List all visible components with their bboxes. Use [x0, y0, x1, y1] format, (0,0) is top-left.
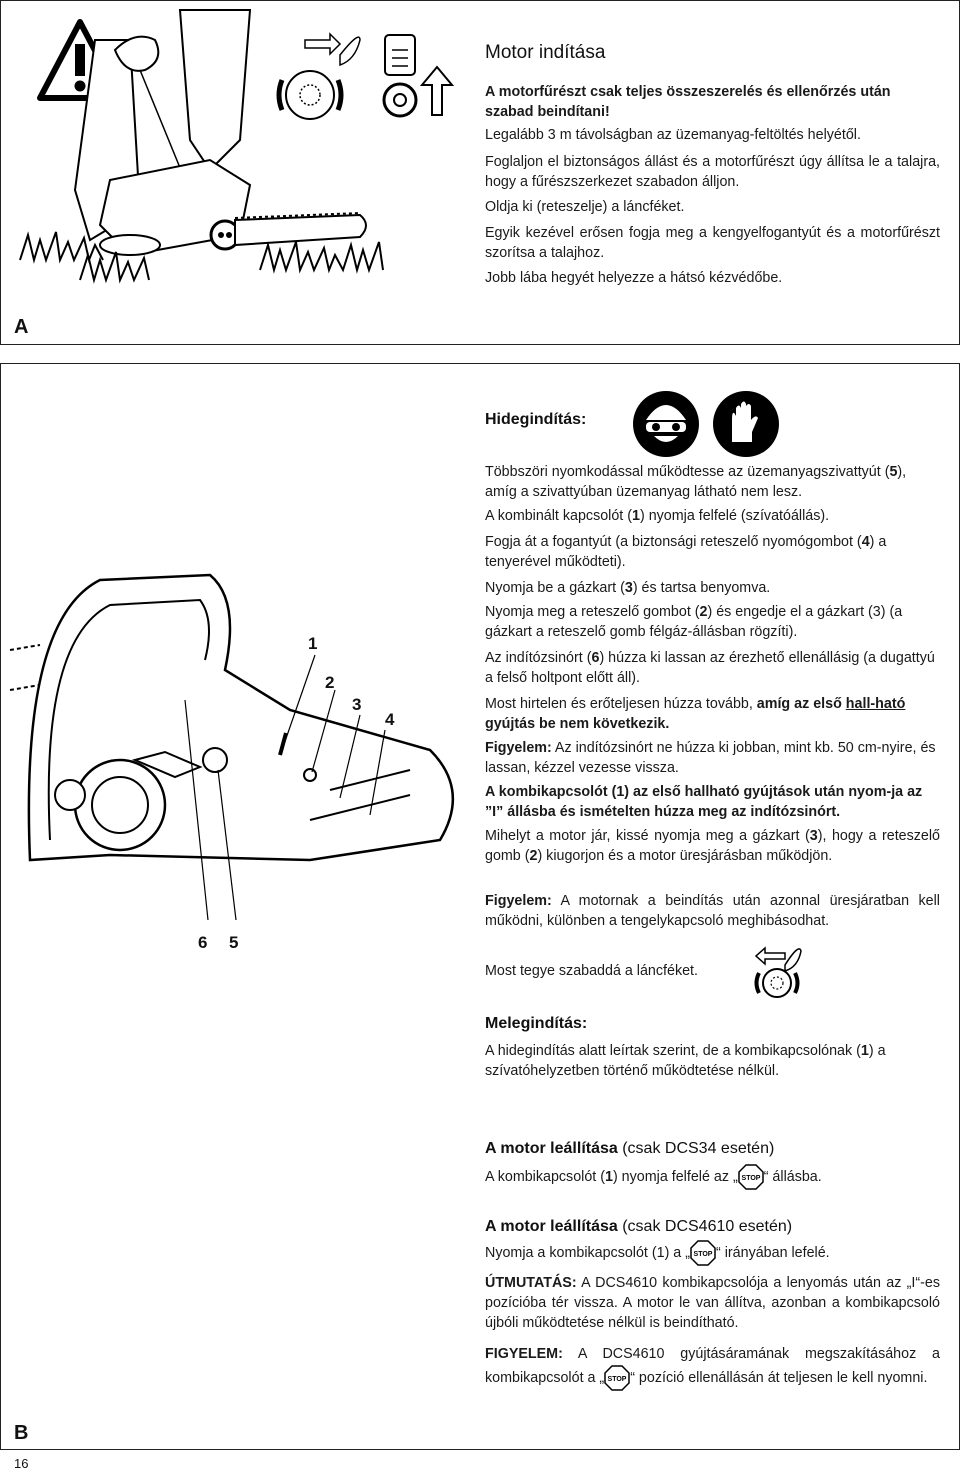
- cold-step-1: Többszöri nyomkodással működtesse az üzemanyagszivattyút (5), amíg a szivattyúban üzemanyag látható nem lesz.: [485, 464, 907, 500]
- stop-dcs4610-text: Nyomja a kombikapcsolót (1) a „ STOP “ irányában lefelé.: [485, 1240, 940, 1266]
- svg-text:STOP: STOP: [607, 1376, 627, 1383]
- callout-4: 4: [385, 710, 395, 729]
- chain-brake-release-icon: [745, 935, 815, 995]
- instruction-line-4: Egyik kezével erősen fogja meg a kengyelfogantyút és a motorfűrészt szorítsa a talajhoz.: [485, 225, 940, 261]
- cold-start-heading: Hidegindítás:: [485, 411, 587, 428]
- instruction-line-5: Jobb lába hegyét helyezze a hátsó kézvédőbe.: [485, 270, 783, 286]
- stop-dcs4610-heading: A motor leállítása (csak DCS4610 esetén): [485, 1218, 793, 1235]
- callout-3: 3: [352, 695, 362, 714]
- instruction-line-2: Foglaljon el biztonságos állást és a motorfűrészt úgy állítsa le a talajra, hogy a fűrészszerkezet szabadon álljon.: [485, 154, 940, 190]
- pull-start-icon: [384, 35, 452, 116]
- warning-text: A motorfűrészt csak teljes összeszerelés és ellenőrzés után szabad beindítani!: [485, 84, 891, 120]
- section-b-label: B: [14, 1422, 29, 1444]
- cold-step-6: Az indítózsinórt (6) húzza ki lassan az érezhető ellenállásig (a dugattyú a felső holtpont előtt áll).: [485, 650, 935, 686]
- chainsaw-controls-illustration: [10, 560, 470, 880]
- chain-brake-release-icon: [279, 34, 360, 119]
- cold-note-2: Figyelem: A motornak a beindítás után azonnal üresjáratban kell működni, különben a tengelykapcsoló meghibásodhat.: [485, 893, 940, 929]
- callout-1: 1: [308, 634, 318, 653]
- instruction-line-1: Legalább 3 m távolságban az üzemanyag-feltöltés helyétől.: [485, 127, 861, 143]
- cold-step-7: Most hirtelen és erőteljesen húzza tovább, amíg az első hall-ható gyújtás be nem következik.: [485, 696, 906, 732]
- stop-symbol-icon: [604, 1365, 630, 1391]
- helmet-goggles-icon: [632, 390, 700, 458]
- instruction-line-3: Oldja ki (reteszelje) a láncféket.: [485, 199, 685, 215]
- cold-step-2: A kombinált kapcsolót (1) nyomja felfelé (szívatóállás).: [485, 508, 830, 524]
- release-brake-text: Most tegye szabaddá a láncféket.: [485, 963, 698, 979]
- cold-step-9: Mihelyt a motor jár, kissé nyomja meg a gázkart (3), hogy a reteszelő gomb (2) kiugorjon és a motor üresjárásban működjön.: [485, 828, 940, 864]
- gloves-icon: [712, 390, 780, 458]
- stop-dcs34-text: A kombikapcsolót (1) nyomja felfelé az „ STOP “ állásba.: [485, 1164, 940, 1190]
- warm-start-heading: Melegindítás:: [485, 1015, 588, 1032]
- cold-step-5: Nyomja meg a reteszelő gombot (2) és engedje el a gázkart (3) (a gázkart a reteszelő gomb félgáz-állásban rögzíti).: [485, 604, 903, 640]
- cold-step-4: Nyomja be a gázkart (3) és tartsa benyomva.: [485, 580, 771, 596]
- hint-text: ÚTMUTATÁS: A DCS4610 kombikapcsolója a lenyomás után az „I“-es pozícióba tér vissza. A motor le van állítva, azonban a kombikapcsoló újbóli működtetése nélkül is beindítható.: [485, 1275, 940, 1331]
- stop-symbol-icon: [690, 1240, 716, 1266]
- starting-position-illustration: [20, 10, 460, 305]
- warm-start-text: A hidegindítás alatt leírtak szerint, de a kombikapcsolónak (1) a szívatóhelyzetben történő működtetése nélkül.: [485, 1043, 886, 1079]
- svg-text:STOP: STOP: [693, 1251, 713, 1259]
- callout-6: 6: [198, 933, 208, 952]
- callout-5: 5: [229, 933, 239, 952]
- cold-step-8: A kombikapcsolót (1) az első hallható gyújtások után nyom-ja az ”I” állásba és ismételten húzza meg az indítózsinórt.: [485, 784, 923, 820]
- section-a-title: Motor indítása: [485, 42, 606, 63]
- page-number: 16: [14, 1456, 29, 1471]
- stop-dcs34-heading: A motor leállítása (csak DCS34 esetén): [485, 1140, 775, 1157]
- cold-note-1: Figyelem: Az indítózsinórt ne húzza ki jobban, mint kb. 50 cm-nyire, és lassan, kézzel vezesse vissza.: [485, 740, 936, 776]
- cold-step-3: Fogja át a fogantyút (a biztonsági reteszelő nyomógombot (4) a tenyerével működteti).: [485, 534, 887, 570]
- callout-2: 2: [325, 673, 335, 692]
- svg-text:STOP: STOP: [741, 1175, 761, 1183]
- attention-text: FIGYELEM: A DCS4610 gyújtásáramának megszakításához a kombikapcsolót a „ STOP “ pozíció ellenállásán át teljesen le kell nyomni.: [485, 1343, 940, 1391]
- section-a-label: A: [14, 316, 29, 338]
- stop-symbol-icon: [738, 1164, 764, 1190]
